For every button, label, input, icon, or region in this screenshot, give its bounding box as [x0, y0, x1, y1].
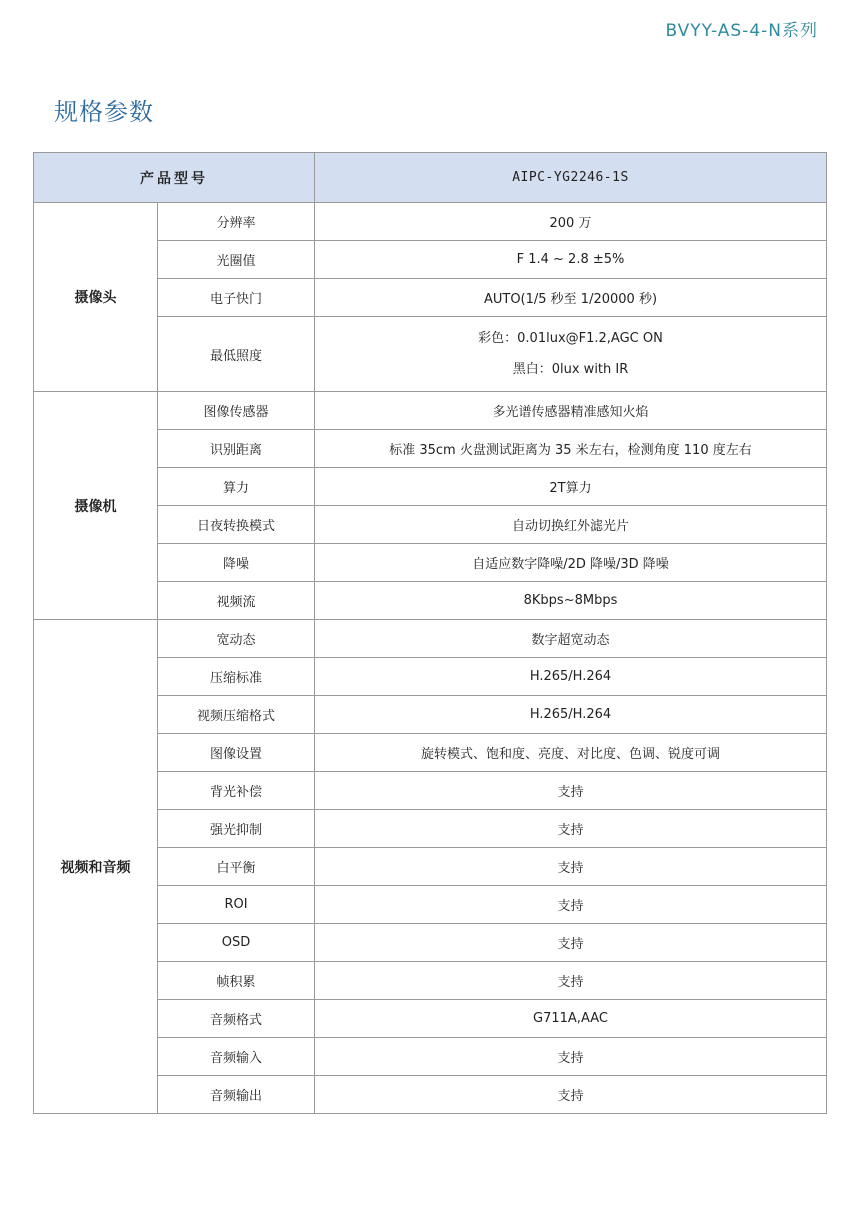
- param-value: 支持: [315, 962, 827, 1000]
- param-value: 多光谱传感器精准感知火焰: [315, 392, 827, 430]
- param-name: 音频输入: [158, 1038, 315, 1076]
- table-row: [34, 392, 827, 430]
- param-name: 背光补偿: [158, 772, 315, 810]
- param-name: 算力: [158, 468, 315, 506]
- param-value: H.265/H.264: [315, 658, 827, 696]
- param-name: 日夜转换模式: [158, 506, 315, 544]
- param-value: 数字超宽动态: [315, 620, 827, 658]
- param-value-line: 黑白：0lux with IR: [512, 362, 629, 377]
- table-row: [34, 203, 827, 241]
- param-name: 视频流: [158, 582, 315, 620]
- param-name: 强光抑制: [158, 810, 315, 848]
- param-value-line: 彩色：0.01lux@F1.2,AGC ON: [478, 331, 663, 346]
- param-value: 支持: [315, 848, 827, 886]
- param-value: 支持: [315, 810, 827, 848]
- param-value: 200 万: [315, 203, 827, 241]
- param-value: 标准 35cm 火盘测试距离为 35 米左右，检测角度 110 度左右: [315, 430, 827, 468]
- series-label: BVYY-AS-4-N系列: [665, 21, 818, 41]
- table-row: [34, 620, 827, 658]
- model-value: AIPC-YG2246-1S: [315, 153, 827, 203]
- param-name: 图像设置: [158, 734, 315, 772]
- spec-table: [33, 152, 827, 1114]
- param-value: G711A,AAC: [315, 1000, 827, 1038]
- param-name: 最低照度: [158, 317, 315, 392]
- group-name: 摄像机: [34, 392, 158, 620]
- param-value: 支持: [315, 924, 827, 962]
- param-name: 视频压缩格式: [158, 696, 315, 734]
- group-name: 视频和音频: [34, 620, 158, 1114]
- param-value: 自动切换红外滤光片: [315, 506, 827, 544]
- param-value: 旋转模式、饱和度、亮度、对比度、色调、锐度可调: [315, 734, 827, 772]
- param-name: 电子快门: [158, 279, 315, 317]
- param-value: 2T算力: [315, 468, 827, 506]
- param-name: 分辨率: [158, 203, 315, 241]
- param-name: 音频输出: [158, 1076, 315, 1114]
- param-name: 帧积累: [158, 962, 315, 1000]
- param-name: 图像传感器: [158, 392, 315, 430]
- page-title: 规格参数: [54, 98, 154, 126]
- param-name: 光圈值: [158, 241, 315, 279]
- param-name: 宽动态: [158, 620, 315, 658]
- param-name: OSD: [158, 924, 315, 962]
- param-name: 压缩标准: [158, 658, 315, 696]
- param-value: 支持: [315, 886, 827, 924]
- table-header-row: [34, 153, 827, 203]
- param-value: F 1.4 ~ 2.8 ±5%: [315, 241, 827, 279]
- param-value: 自适应数字降噪/2D 降噪/3D 降噪: [315, 544, 827, 582]
- group-name: 摄像头: [34, 203, 158, 392]
- param-value: H.265/H.264: [315, 696, 827, 734]
- param-value: 支持: [315, 772, 827, 810]
- param-value: 支持: [315, 1076, 827, 1114]
- param-name: 音频格式: [158, 1000, 315, 1038]
- param-value: AUTO(1/5 秒至 1/20000 秒): [315, 279, 827, 317]
- param-name: 降噪: [158, 544, 315, 582]
- param-name: ROI: [158, 886, 315, 924]
- param-value: [315, 317, 827, 392]
- param-name: 白平衡: [158, 848, 315, 886]
- param-value: 8Kbps~8Mbps: [315, 582, 827, 620]
- model-label: 产品型号: [34, 153, 315, 203]
- param-name: 识别距离: [158, 430, 315, 468]
- param-value: 支持: [315, 1038, 827, 1076]
